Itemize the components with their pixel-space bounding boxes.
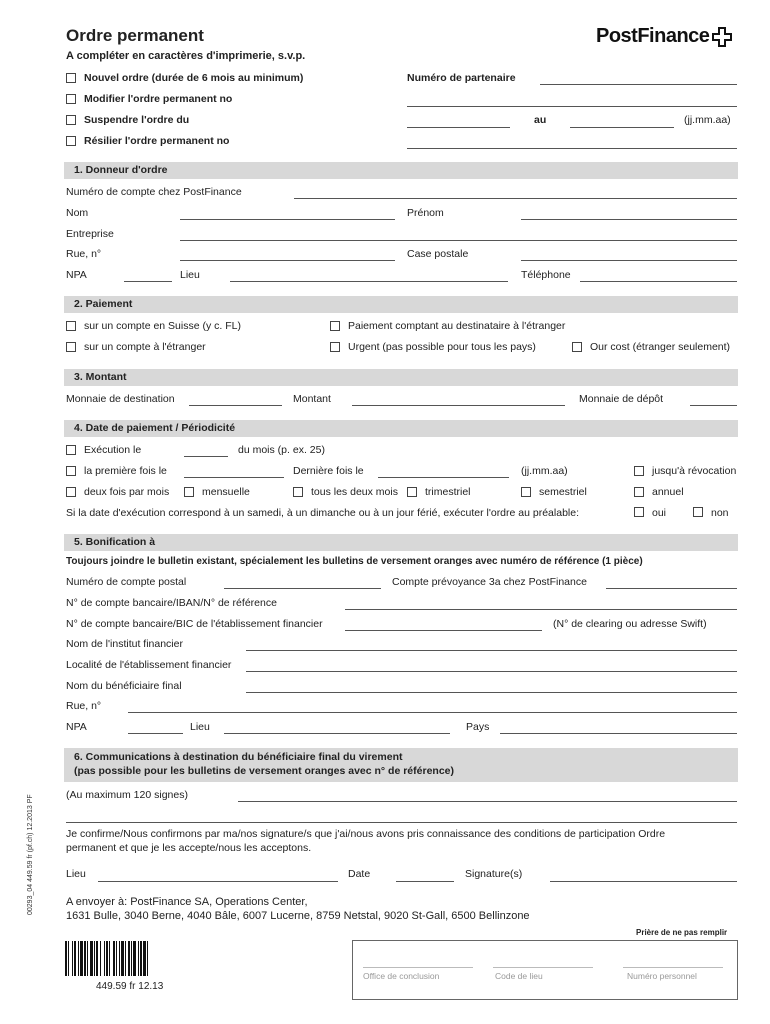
bic-label: N° de compte bancaire/BIC de l'établissement financier <box>66 618 323 630</box>
institute-name-label: Nom de l'institut financier <box>66 638 183 650</box>
beneficiary-place-label: Lieu <box>190 721 210 733</box>
section-3-header <box>64 369 738 386</box>
personal-number-label: Numéro personnel <box>627 971 697 981</box>
first-time-field[interactable] <box>184 477 284 478</box>
suspend-from-field[interactable] <box>407 127 510 128</box>
partner-number-field[interactable] <box>540 84 737 85</box>
npa-field[interactable] <box>124 281 172 282</box>
communication-field-2[interactable] <box>66 822 737 823</box>
every-two-months-checkbox[interactable] <box>293 487 303 497</box>
vertical-reference: 00293_04 449.59 fr (pf.ch) 12.2013 PF <box>27 794 34 915</box>
barcode-text: 449.59 fr 12.13 <box>96 981 164 992</box>
office-use-box <box>352 940 738 1000</box>
first-time-label: la première fois le <box>84 465 167 477</box>
phone-label: Téléphone <box>521 269 571 281</box>
name-field[interactable] <box>180 219 395 220</box>
cancel-order-checkbox[interactable] <box>66 136 76 146</box>
quarterly-label: trimestriel <box>425 486 471 498</box>
section-5-title: 5. Bonification à <box>74 536 156 548</box>
annual-label: annuel <box>652 486 684 498</box>
currency-dest-field[interactable] <box>189 405 282 406</box>
institute-name-field[interactable] <box>246 650 737 651</box>
partner-number-label: Numéro de partenaire <box>407 72 516 84</box>
weekend-question-label: Si la date d'exécution correspond à un samedi, à un dimanche ou à un jour férié, exécuter l'ordre au préalable: <box>66 507 579 519</box>
place-code-line <box>493 967 593 968</box>
sign-place-label: Lieu <box>66 868 86 880</box>
twice-month-checkbox[interactable] <box>66 487 76 497</box>
sign-date-field[interactable] <box>396 881 454 882</box>
send-to-line2: 1631 Bulle, 3040 Berne, 4040 Bâle, 6007 Lucerne, 8759 Netstal, 9020 St-Gall, 6500 Bellinzone <box>66 910 530 922</box>
our-cost-label: Our cost (étranger seulement) <box>590 341 731 353</box>
section-5-header <box>64 534 738 551</box>
page-subtitle: A compléter en caractères d'imprimerie, s.v.p. <box>66 50 306 62</box>
do-not-fill-label: Prière de ne pas remplir <box>636 928 728 937</box>
iban-field[interactable] <box>345 609 737 610</box>
first-time-checkbox[interactable] <box>66 466 76 476</box>
section-3-title: 3. Montant <box>74 371 127 383</box>
section-6-title-line2: (pas possible pour les bulletins de versement oranges avec n° de référence) <box>74 765 454 777</box>
date-format-label: (jj.mm.aa) <box>684 114 731 126</box>
beneficiary-street-field[interactable] <box>128 712 737 713</box>
company-field[interactable] <box>180 240 737 241</box>
confirmation-text-line1: Je confirme/Nous confirmons par ma/nos signature/s que j'ai/nous avons pris connaissance des conditions de participation Ordre <box>66 828 666 840</box>
postal-account-field[interactable] <box>224 588 381 589</box>
section-6-header <box>64 748 738 782</box>
postfinance-logo <box>596 25 732 48</box>
communication-field-1[interactable] <box>238 801 737 802</box>
day-of-month-label: du mois (p. ex. 25) <box>238 444 325 456</box>
ch-account-label: sur un compte en Suisse (y c. FL) <box>84 320 241 332</box>
beneficiary-country-label: Pays <box>466 721 490 733</box>
weekend-no-label: non <box>711 507 729 519</box>
ch-account-checkbox[interactable] <box>66 321 76 331</box>
pillar3a-field[interactable] <box>606 588 737 589</box>
new-order-checkbox[interactable] <box>66 73 76 83</box>
modify-order-label: Modifier l'ordre permanent no <box>84 93 233 105</box>
office-conclusion-line <box>363 967 473 968</box>
weekend-yes-checkbox[interactable] <box>634 507 644 517</box>
quarterly-checkbox[interactable] <box>407 487 417 497</box>
office-conclusion-label: Office de conclusion <box>363 971 440 981</box>
our-cost-checkbox[interactable] <box>572 342 582 352</box>
account-field[interactable] <box>294 198 737 199</box>
barcode-icon <box>65 941 190 976</box>
section-2-header <box>64 296 738 313</box>
amount-label: Montant <box>293 393 331 405</box>
cash-abroad-checkbox[interactable] <box>330 321 340 331</box>
annual-checkbox[interactable] <box>634 487 644 497</box>
urgent-checkbox[interactable] <box>330 342 340 352</box>
last-time-label: Dernière fois le <box>293 465 364 477</box>
modify-order-checkbox[interactable] <box>66 94 76 104</box>
signature-label: Signature(s) <box>465 868 523 880</box>
page-title: Ordre permanent <box>66 26 204 45</box>
currency-dep-label: Monnaie de dépôt <box>579 393 664 405</box>
beneficiary-npa-label: NPA <box>66 721 87 733</box>
send-to-line1: A envoyer à: PostFinance SA, Operations Center, <box>66 896 308 908</box>
firstname-label: Prénom <box>407 207 444 219</box>
institute-place-field[interactable] <box>246 671 737 672</box>
section-2-title: 2. Paiement <box>74 298 133 310</box>
foreign-account-label: sur un compte à l'étranger <box>84 341 206 353</box>
currency-dest-label: Monnaie de destination <box>66 393 175 405</box>
section-4-title: 4. Date de paiement / Périodicité <box>74 422 236 434</box>
execution-label: Exécution le <box>84 444 142 456</box>
logo-text: PostFinance <box>596 25 710 47</box>
name-label: Nom <box>66 207 89 219</box>
au-label: au <box>534 114 547 126</box>
semiannual-checkbox[interactable] <box>521 487 531 497</box>
cancel-order-number-field[interactable] <box>407 148 737 149</box>
street-label: Rue, n° <box>66 248 102 260</box>
section-1-title: 1. Donneur d'ordre <box>74 164 168 176</box>
confirmation-text-line2: permanent et que je les accepte/nous les acceptons. <box>66 842 312 854</box>
street-field[interactable] <box>180 260 395 261</box>
personal-number-line <box>623 967 723 968</box>
firstname-field[interactable] <box>521 219 737 220</box>
execution-day-field[interactable] <box>184 456 228 457</box>
postal-account-label: Numéro de compte postal <box>66 576 187 588</box>
suspend-to-field[interactable] <box>570 127 674 128</box>
execution-checkbox[interactable] <box>66 445 76 455</box>
place-label: Lieu <box>180 269 200 281</box>
pillar3a-label: Compte prévoyance 3a chez PostFinance <box>392 576 587 588</box>
section-1-header <box>64 162 738 179</box>
sign-place-field[interactable] <box>98 881 338 882</box>
date-format-label-2: (jj.mm.aa) <box>521 465 568 477</box>
every-two-months-label: tous les deux mois <box>311 486 398 498</box>
place-code-label: Code de lieu <box>495 971 543 981</box>
beneficiary-street-label: Rue, n° <box>66 700 102 712</box>
max-chars-label: (Au maximum 120 signes) <box>66 789 188 801</box>
phone-field[interactable] <box>580 281 737 282</box>
pobox-label: Case postale <box>407 248 469 260</box>
sign-date-label: Date <box>348 868 371 880</box>
beneficiary-field[interactable] <box>246 692 737 693</box>
account-label: Numéro de compte chez PostFinance <box>66 186 242 198</box>
urgent-label: Urgent (pas possible pour tous les pays) <box>348 341 536 353</box>
currency-dep-field[interactable] <box>690 405 737 406</box>
semiannual-label: semestriel <box>539 486 587 498</box>
section-6-title-line1: 6. Communications à destination du bénéficiaire final du virement <box>74 751 403 763</box>
cash-abroad-label: Paiement comptant au destinataire à l'étranger <box>348 320 566 332</box>
modify-order-number-field[interactable] <box>407 106 737 107</box>
section-5-note: Toujours joindre le bulletin existant, spécialement les bulletins de versement oranges avec numéro de référence (1 pièce) <box>66 556 643 567</box>
last-time-field[interactable] <box>378 477 509 478</box>
clearing-label: (N° de clearing ou adresse Swift) <box>553 618 707 630</box>
swiss-cross-icon <box>712 27 732 47</box>
institute-place-label: Localité de l'établissement financier <box>66 659 232 671</box>
beneficiary-country-field[interactable] <box>500 733 737 734</box>
npa-label: NPA <box>66 269 87 281</box>
beneficiary-npa-field[interactable] <box>128 733 183 734</box>
until-revoked-label: jusqu'à révocation <box>652 465 737 477</box>
cancel-order-label: Résilier l'ordre permanent no <box>84 135 230 147</box>
foreign-account-checkbox[interactable] <box>66 342 76 352</box>
signature-field[interactable] <box>550 881 737 882</box>
weekend-yes-label: oui <box>652 507 667 519</box>
pobox-field[interactable] <box>521 260 737 261</box>
weekend-no-checkbox[interactable] <box>693 507 703 517</box>
place-field[interactable] <box>230 281 508 282</box>
until-revoked-checkbox[interactable] <box>634 466 644 476</box>
beneficiary-place-field[interactable] <box>224 733 450 734</box>
monthly-checkbox[interactable] <box>184 487 194 497</box>
beneficiary-label: Nom du bénéficiaire final <box>66 680 182 692</box>
monthly-label: mensuelle <box>202 486 250 498</box>
iban-label: N° de compte bancaire/IBAN/N° de référence <box>66 597 277 609</box>
section-4-header <box>64 420 738 437</box>
suspend-order-label: Suspendre l'ordre du <box>84 114 190 126</box>
twice-month-label: deux fois par mois <box>84 486 170 498</box>
suspend-order-checkbox[interactable] <box>66 115 76 125</box>
new-order-label: Nouvel ordre (durée de 6 mois au minimum) <box>84 72 304 84</box>
company-label: Entreprise <box>66 228 114 240</box>
amount-field[interactable] <box>352 405 565 406</box>
bic-field[interactable] <box>345 630 542 631</box>
